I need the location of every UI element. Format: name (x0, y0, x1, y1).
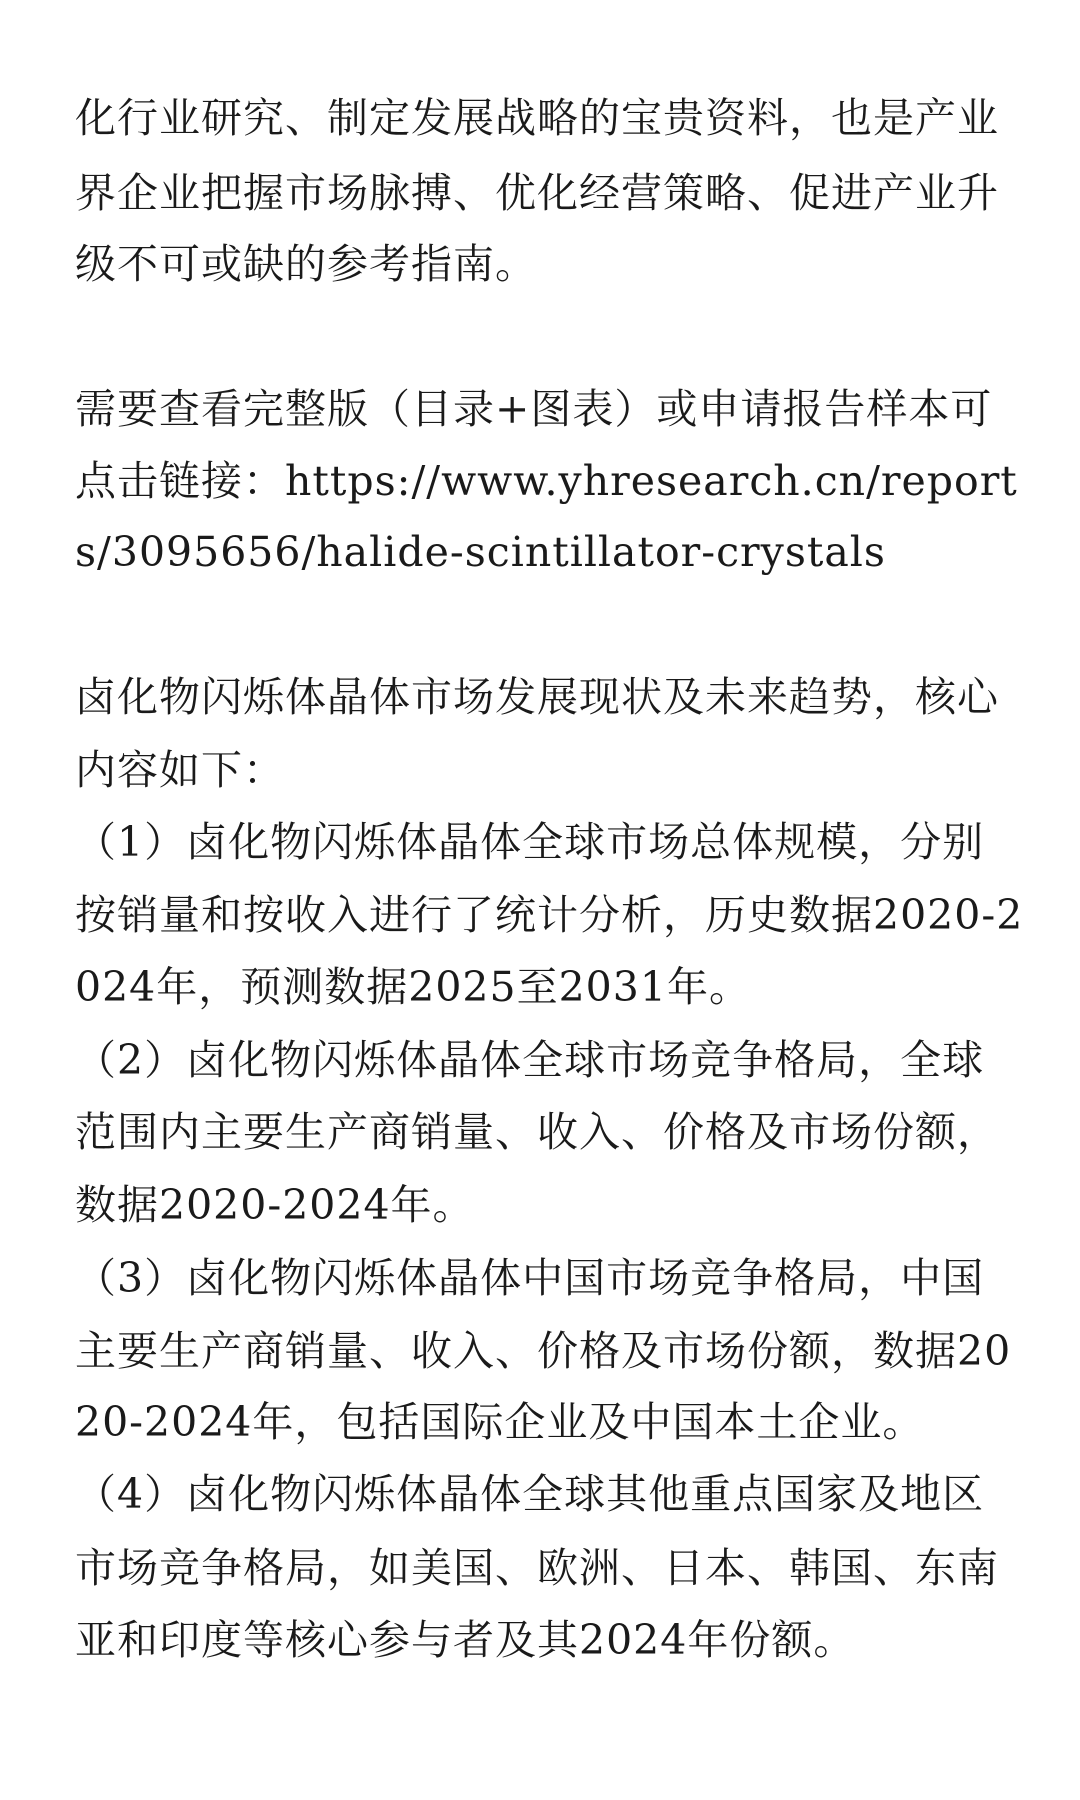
intro-text-line: 界企业把握市场脉搏、优化经营策略、促进产业升 (75, 169, 999, 217)
summary-item-line: 024年，预测数据2025至2031年。 (75, 963, 751, 1011)
summary-item-line: （2）卤化物闪烁体晶体全球市场竞争格局，全球 (75, 1036, 985, 1084)
summary-item-line: （3）卤化物闪烁体晶体中国市场竞争格局，中国 (75, 1254, 985, 1302)
summary-heading-line: 内容如下： (75, 746, 285, 794)
summary-item-line: 数据2020-2024年。 (75, 1181, 475, 1229)
summary-heading-line: 卤化物闪烁体晶体市场发展现状及未来趋势，核心 (75, 673, 999, 721)
summary-item-line: 范围内主要生产商销量、收入、价格及市场份额， (75, 1108, 999, 1156)
summary-item-line: （4）卤化物闪烁体晶体全球其他重点国家及地区 (75, 1470, 985, 1518)
link-paragraph-line: 需要查看完整版（目录+图表）或申请报告样本可 (75, 385, 993, 433)
summary-item-line: 市场竞争格局，如美国、欧洲、日本、韩国、东南 (75, 1544, 999, 1592)
summary-item-line: 按销量和按收入进行了统计分析，历史数据2020-2 (75, 891, 1024, 939)
intro-text-line: 化行业研究、制定发展战略的宝贵资料，也是产业 (75, 94, 999, 142)
summary-item-line: 亚和印度等核心参与者及其2024年份额。 (75, 1616, 856, 1664)
summary-item-line: 主要生产商销量、收入、价格及市场份额，数据20 (75, 1327, 1012, 1375)
summary-item-line: 20-2024年，包括国际企业及中国本土企业。 (75, 1398, 925, 1446)
summary-item-line: （1）卤化物闪烁体晶体全球市场总体规模，分别 (75, 818, 985, 866)
report-link-line[interactable]: s/3095656/halide-scintillator-crystals (75, 528, 886, 576)
intro-text-line: 级不可或缺的参考指南。 (75, 240, 537, 288)
report-link-line[interactable]: 点击链接：https://www.yhresearch.cn/report (75, 457, 1018, 505)
